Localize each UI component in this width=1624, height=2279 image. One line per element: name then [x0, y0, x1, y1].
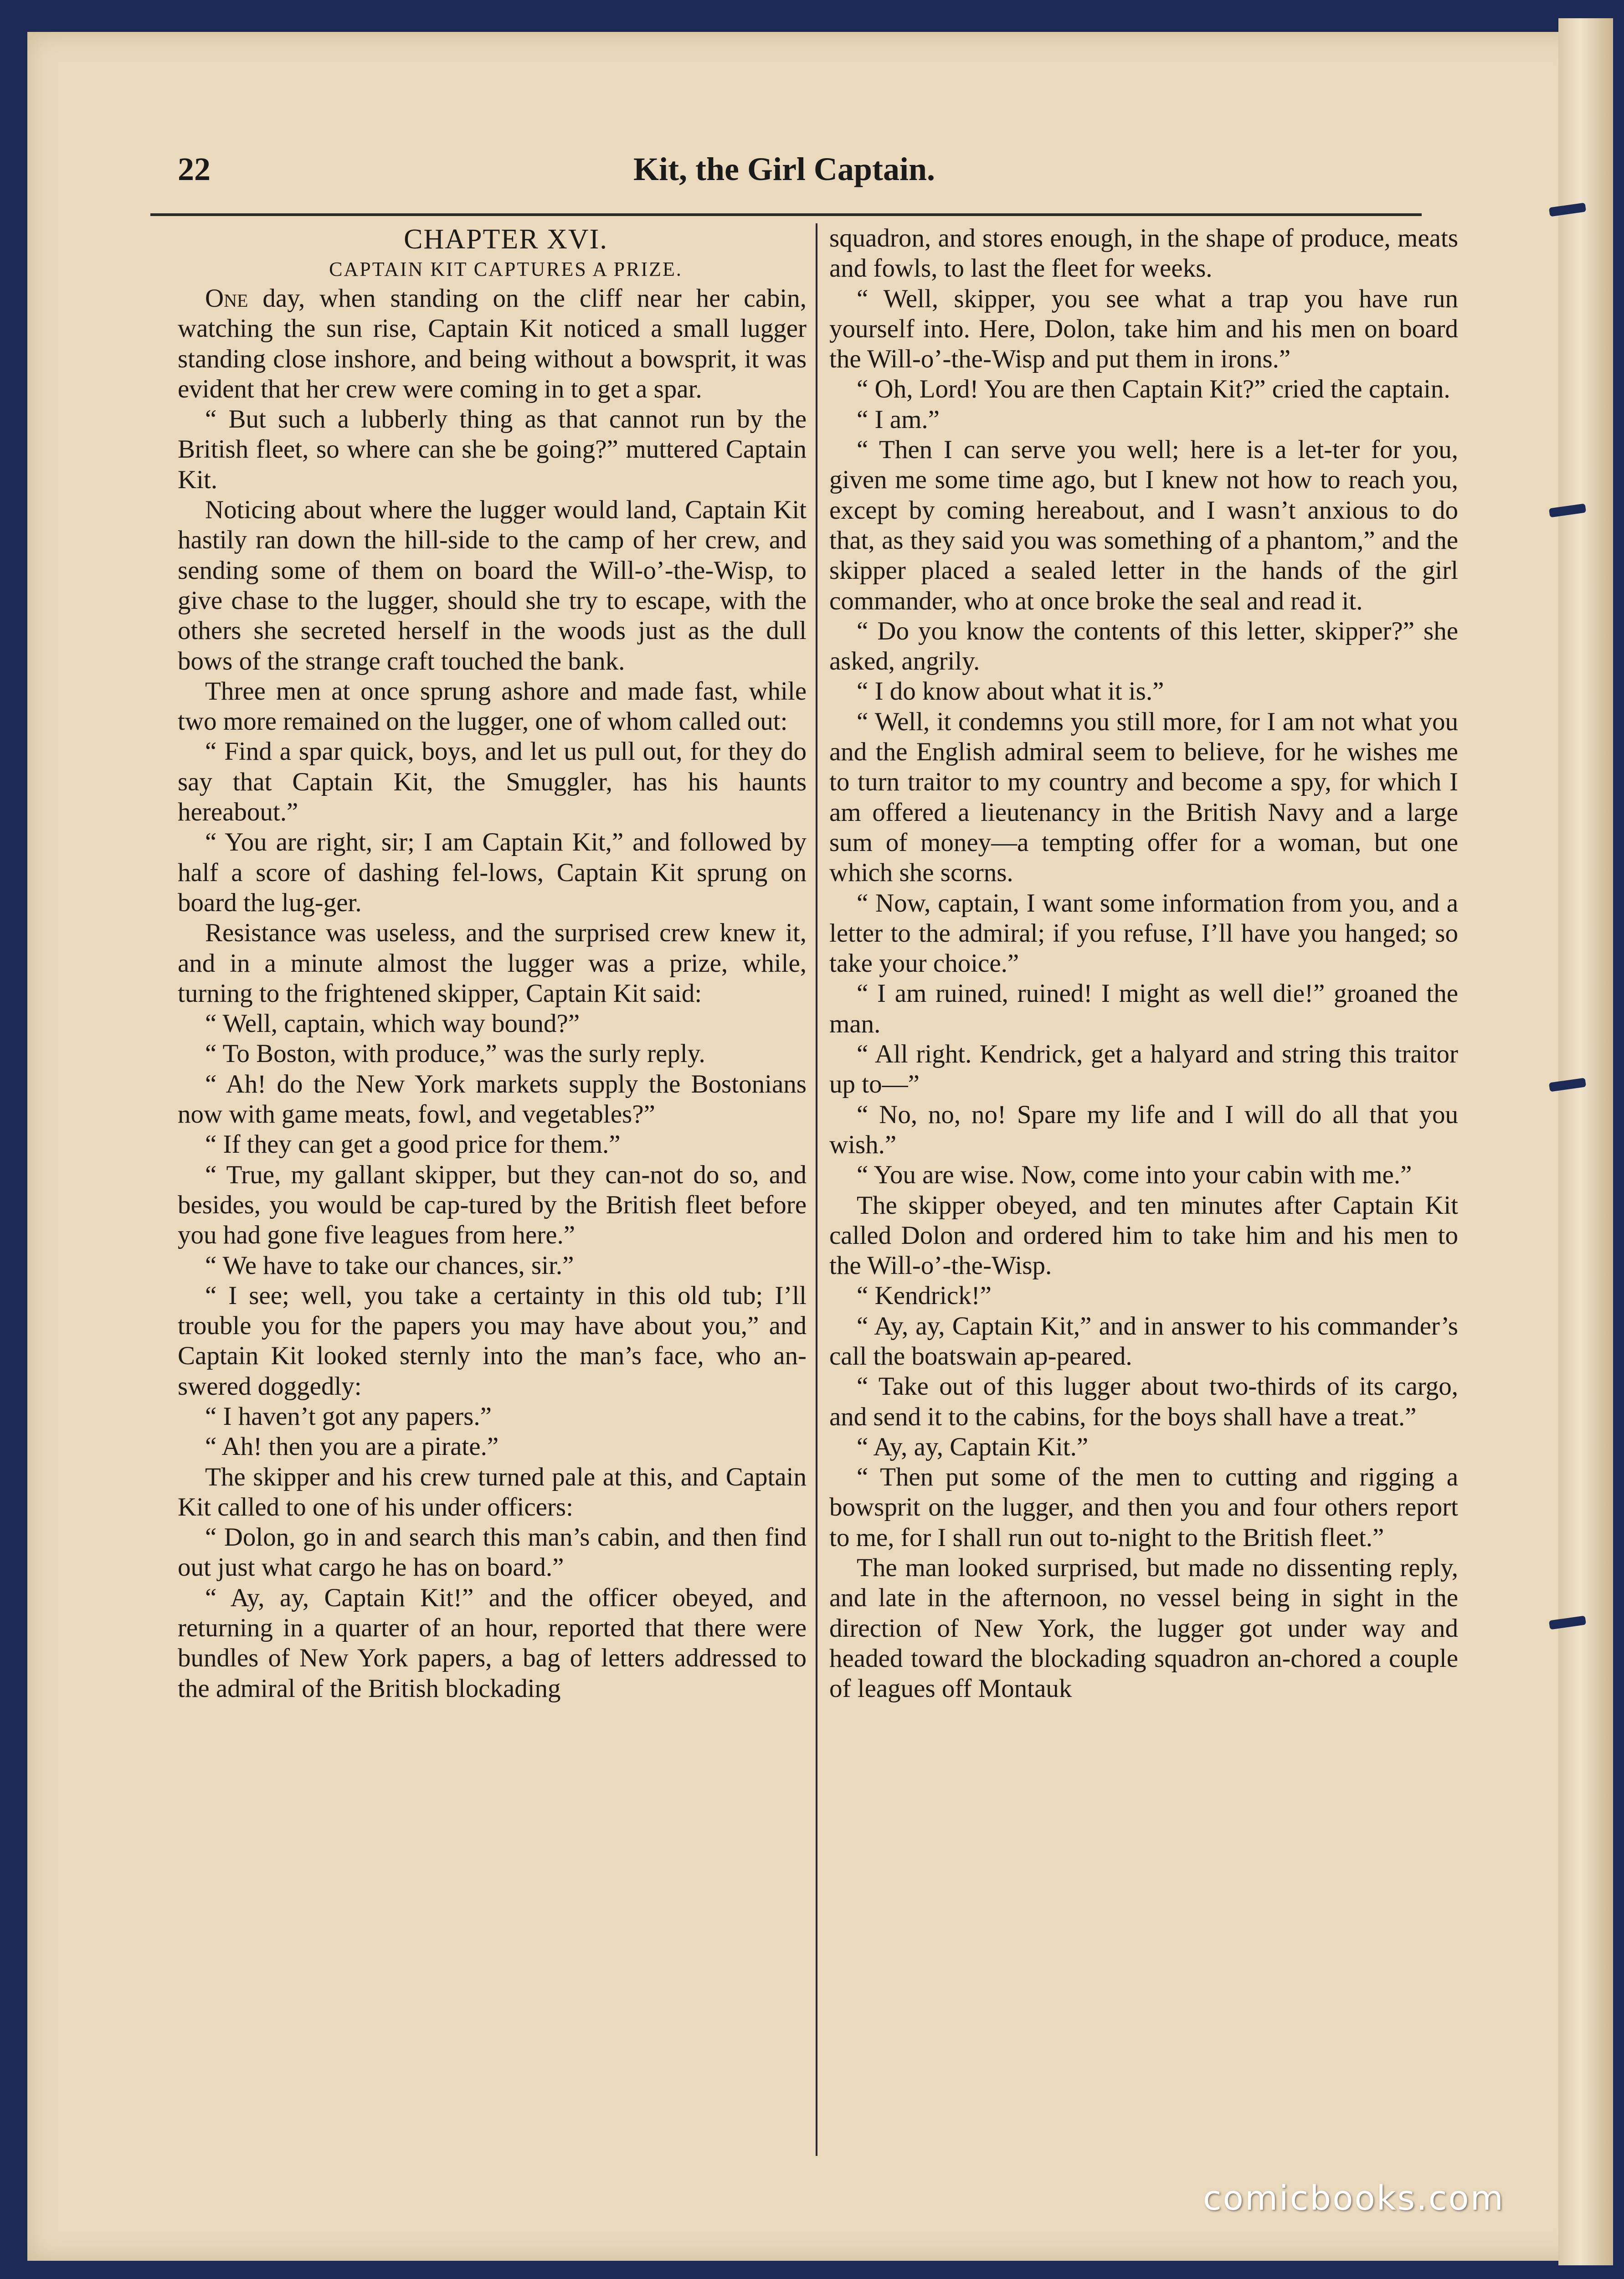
paragraph: “ Well, it condemns you still more, for I am not what you and the English admiral seem to believe, for he wishes me to turn traitor to my country and become a spy, for which I am offered a lieutenancy in the British Navy and a large sum of money—a tempting offer for a woman, but one which she scorns.	[829, 707, 1458, 887]
chapter-heading: CHAPTER XVI.	[404, 224, 608, 255]
paragraph: “ Oh, Lord! You are then Captain Kit?” cried the captain.	[857, 375, 1450, 404]
paragraph: “ You are right, sir; I am Captain Kit,” and followed by half a score of dashing fel-lows, Captain Kit sprung on board the lug-ger.	[178, 828, 807, 917]
paragraph: “ Ah! do the New York markets supply the Bostonians now with game meats, fowl, and vegetables?”	[178, 1069, 807, 1129]
paragraph: “ I haven’t got any papers.”	[205, 1402, 492, 1431]
paragraph: “ I see; well, you take a certainty in this old tub; I’ll trouble you for the papers you may have about you,” and Captain Kit looked sternly into the man’s face, who an-swered doggedly:	[178, 1281, 807, 1401]
paragraph: “ Well, skipper, you see what a trap you have run yourself into. Here, Dolon, take him and his men on board the Will-o’-the-Wisp and put them in irons.”	[829, 284, 1458, 374]
paragraph: “ We have to take our chances, sir.”	[205, 1251, 574, 1280]
paragraph: The skipper obeyed, and ten minutes after Captain Kit called Dolon and ordered him to take him and his men to the Will-o’-the-Wisp.	[829, 1191, 1458, 1280]
paragraph: “ True, my gallant skipper, but they can-not do so, and besides, you would be cap-tured by the British fleet before you had gone five leagues from here.”	[178, 1160, 807, 1250]
paragraph: The skipper and his crew turned pale at this, and Captain Kit called to one of his under officers:	[178, 1462, 807, 1521]
paragraph: Three men at once sprung ashore and made fast, while two more remained on the lugger, one of whom called out:	[178, 676, 807, 736]
paragraph: Noticing about where the lugger would land, Captain Kit hastily ran down the hill-side to the camp of her crew, and sending some of them on board the Will-o’-the-Wisp, to give chase to the lugger, should she try to escape, with the others she secreted herself in the woods just as the dull bows of the strange craft touched the bank.	[178, 495, 807, 675]
paragraph: “ Find a spar quick, boys, and let us pull out, for they do say that Captain Kit, the Smuggler, has his haunts hereabout.”	[178, 737, 807, 827]
paragraph-continued: squadron, and stores enough, in the shape of produce, meats and fowls, to last the fleet for weeks.	[829, 224, 1458, 283]
paragraph: “ Ay, ay, Captain Kit!” and the officer obeyed, and returning in a quarter of an hour, reported that there were bundles of New York papers, a bag of letters addressed to the admiral of the British blockading	[178, 1583, 807, 1703]
paragraph: “ Take out of this lugger about two-thirds of its cargo, and send it to the cabins, for the boys shall have a treat.”	[829, 1372, 1458, 1431]
header-rule	[150, 213, 1422, 216]
chapter-subtitle: CAPTAIN KIT CAPTURES A PRIZE.	[329, 258, 683, 280]
left-column	[178, 223, 807, 1704]
drop-word: One	[205, 284, 248, 313]
paragraph: “ If they can get a good price for them.”	[205, 1130, 621, 1159]
paragraph: Resistance was useless, and the surprised crew knew it, and in a minute almost the lugger was a prize, while, turning to the frightened skipper, Captain Kit said:	[178, 918, 807, 1008]
page-header	[150, 150, 1458, 205]
paragraph: “ To Boston, with produce,” was the surly reply.	[205, 1039, 705, 1068]
paragraph: “ Do you know the contents of this letter, skipper?” she asked, angrily.	[829, 616, 1458, 676]
paragraph: “ No, no, no! Spare my life and I will do all that you wish.”	[829, 1100, 1458, 1159]
running-title: Kit, the Girl Captain.	[633, 151, 935, 187]
right-column	[829, 223, 1458, 1704]
paragraph-text: day, when standing on the cliff near her cabin, watching the sun rise, Captain Kit noticed a small lugger standing close inshore, and being without a bowsprit, it was evident that her crew were coming in to get a spar.	[178, 284, 807, 403]
paragraph	[178, 284, 807, 404]
paragraph: “ Now, captain, I want some information from you, and a letter to the admiral; if you refuse, I’ll have you hanged; so take your choice.”	[829, 888, 1458, 978]
column-divider	[816, 223, 817, 2156]
paragraph: “ I do know about what it is.”	[857, 677, 1164, 706]
paragraph: “ I am ruined, ruined! I might as well die!” groaned the man.	[829, 979, 1458, 1038]
paragraph: “ Ay, ay, Captain Kit.”	[857, 1432, 1089, 1461]
site-watermark: comicbooks.com	[1203, 2179, 1505, 2218]
paragraph: “ Ah! then you are a pirate.”	[205, 1432, 499, 1461]
page-number: 22	[178, 151, 211, 187]
paragraph: “ But such a lubberly thing as that cannot run by the British fleet, so where can she be going?” muttered Captain Kit.	[178, 405, 807, 494]
paragraph: “ All right. Kendrick, get a halyard and string this traitor up to—”	[829, 1040, 1458, 1099]
paragraph: “ Dolon, go in and search this man’s cabin, and then find out just what cargo he has on board.”	[178, 1523, 807, 1582]
page-spine-edge	[1558, 18, 1613, 2265]
paragraph: “ Well, captain, which way bound?”	[205, 1009, 580, 1038]
paragraph: “ I am.”	[857, 405, 940, 434]
paragraph: “ Then put some of the men to cutting and rigging a bowsprit on the lugger, and then you and four others report to me, for I shall run out to-night to the British fleet.”	[829, 1463, 1458, 1552]
paragraph: “ You are wise. Now, come into your cabin with me.”	[857, 1160, 1412, 1190]
paragraph: “ Kendrick!”	[857, 1281, 992, 1310]
paragraph: The man looked surprised, but made no dissenting reply, and late in the afternoon, no vessel being in sight in the direction of New York, the lugger got under way and headed toward the blockading squadron an-chored a couple of leagues off Montauk	[829, 1553, 1458, 1703]
paragraph: “ Ay, ay, Captain Kit,” and in answer to his commander’s call the boatswain ap-peared.	[829, 1311, 1458, 1371]
paragraph: “ Then I can serve you well; here is a let-ter for you, given me some time ago, but I knew not how to reach you, except by coming hereabout, and I wasn’t anxious to do that, as they said you was something of a phantom,” and the skipper placed a sealed letter in the hands of the girl commander, who at once broke the seal and read it.	[829, 435, 1458, 615]
